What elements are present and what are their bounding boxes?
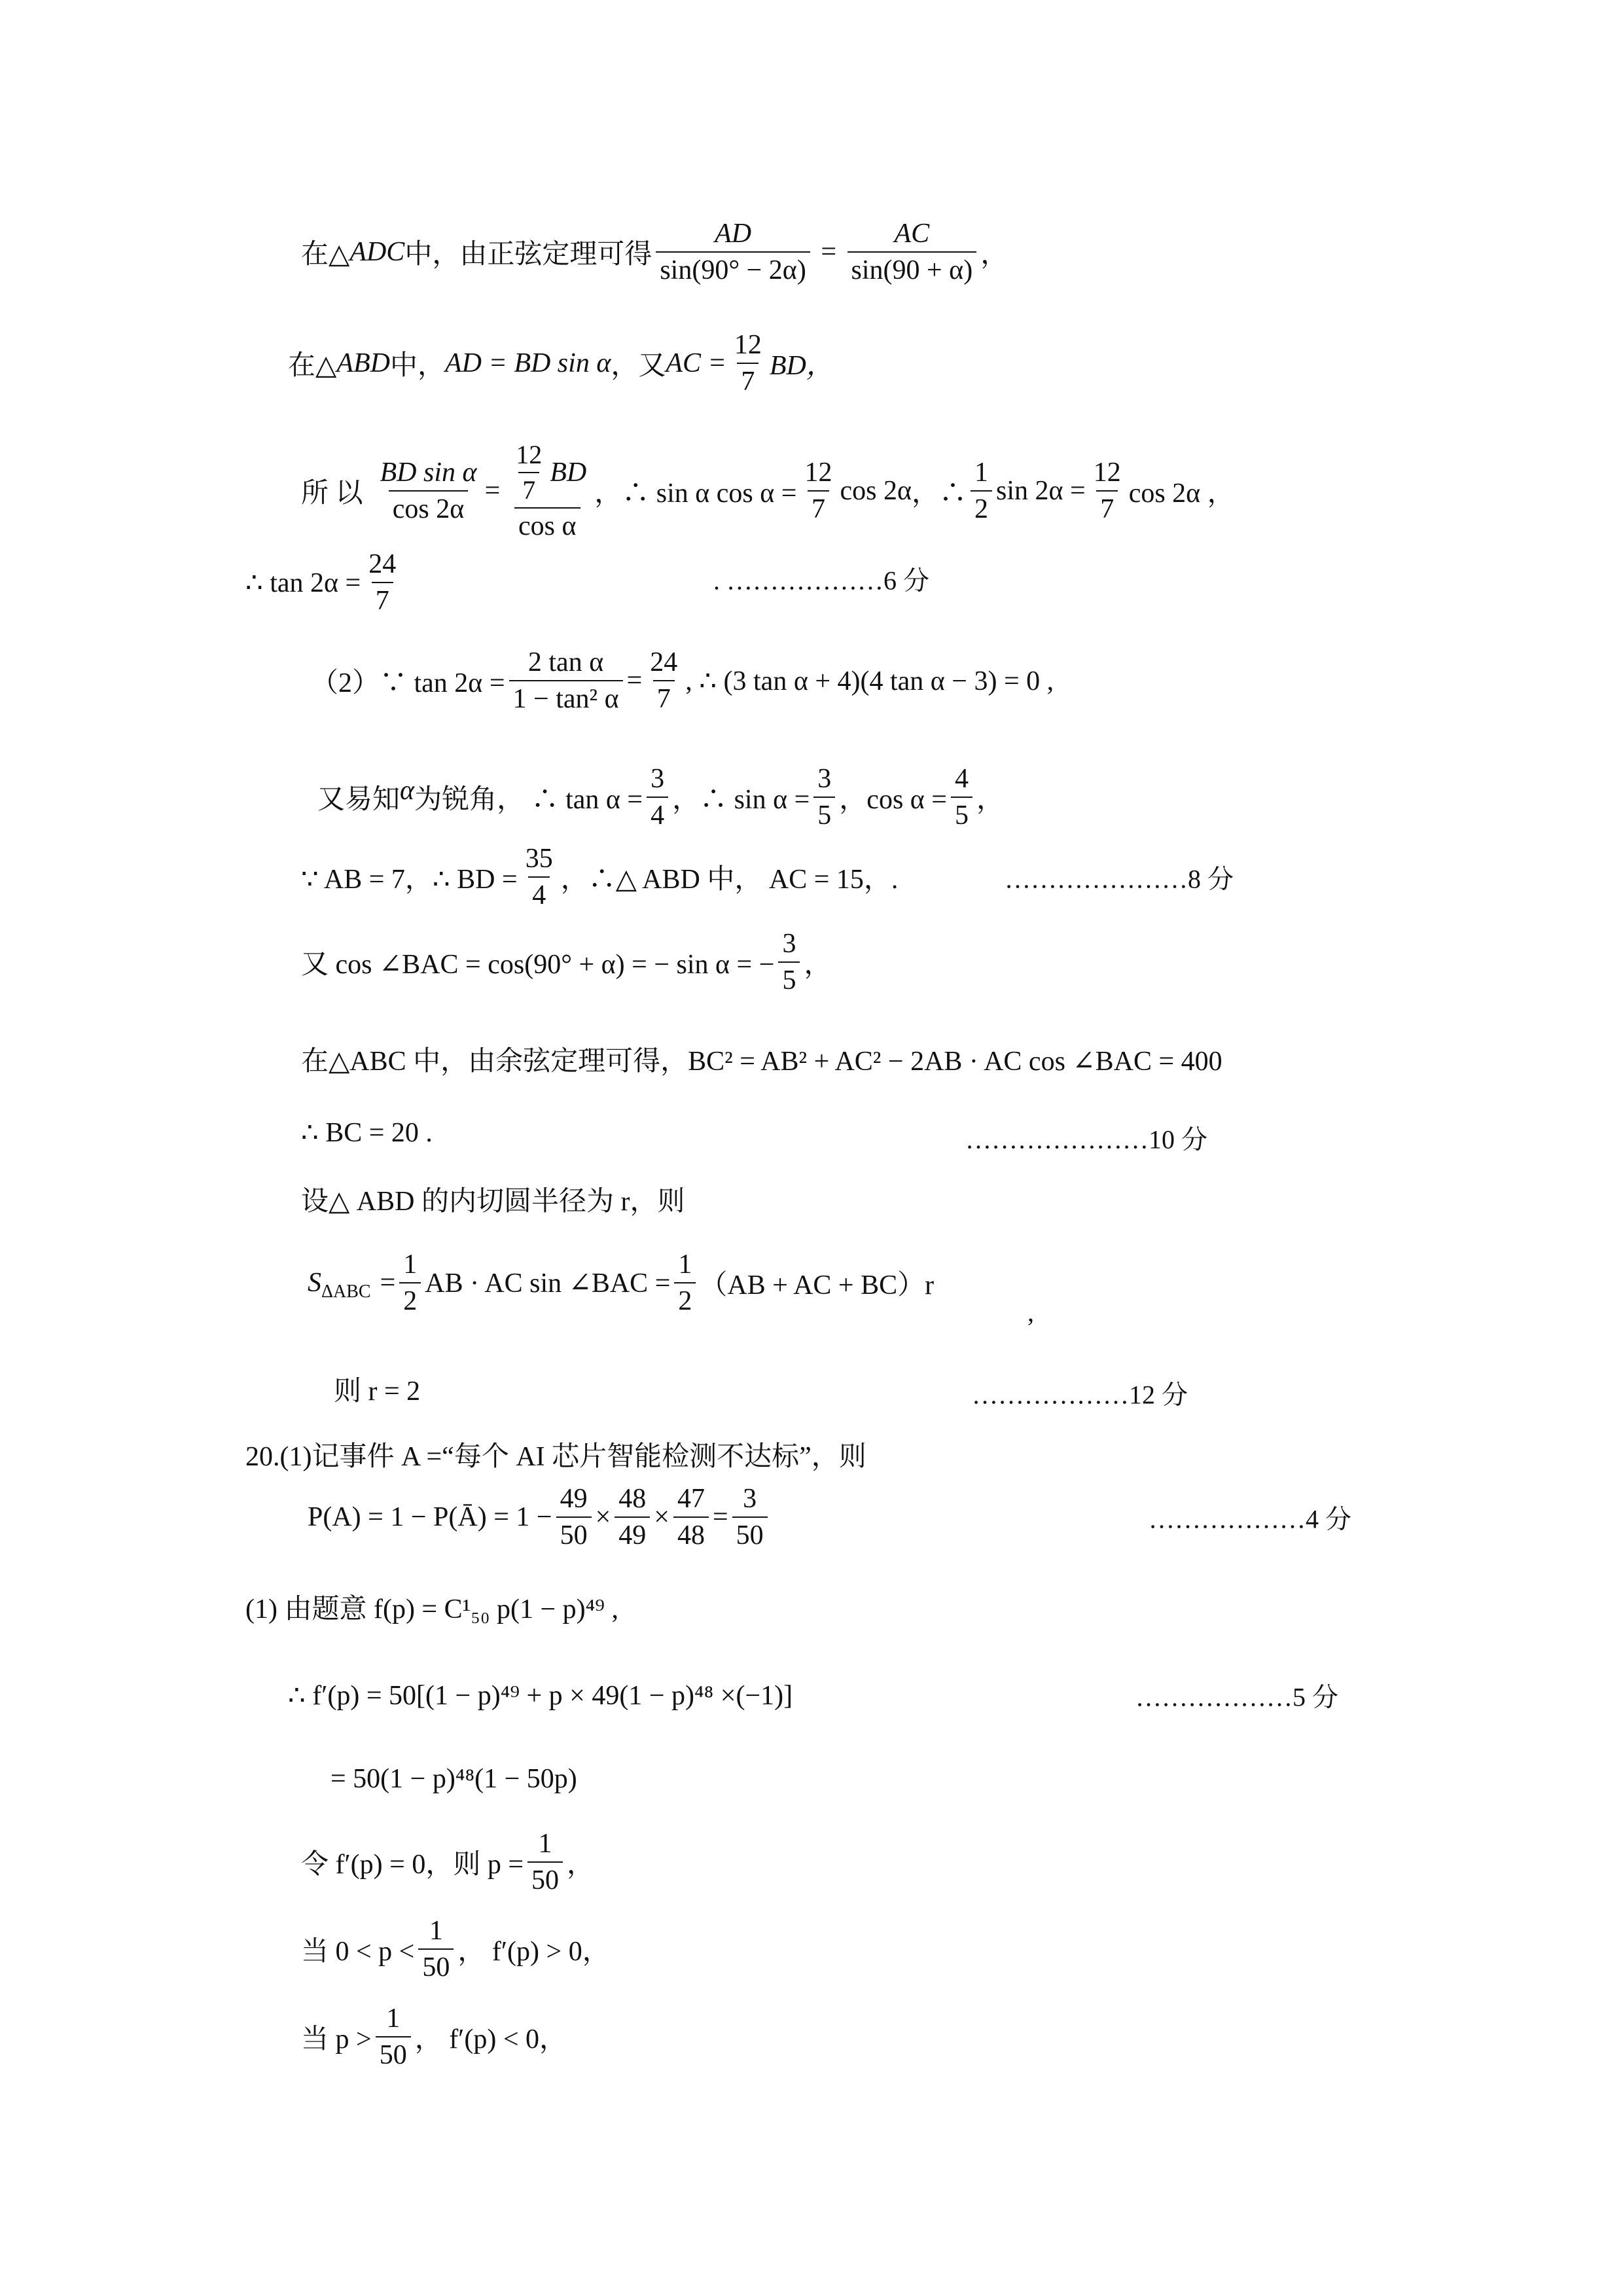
l20-end: ， f′(p) > 0， [457, 1937, 610, 1967]
l4-fn: 24 [368, 549, 397, 579]
score-6: . ………………6 分 [713, 565, 929, 596]
score-5: ………………5 分 [1135, 1682, 1338, 1712]
l2-fnum: 12 [734, 330, 762, 360]
l3-d2: cos α [514, 507, 580, 540]
l15-times-1: × [595, 1502, 611, 1532]
l12-fraction-2 [674, 1251, 696, 1315]
l2-text: 中， [389, 351, 445, 381]
l3-mid1: ，∴ sin α cos α = [594, 478, 797, 509]
l7-mid: ，∴△ ABD 中， AC = 15，. [560, 865, 899, 895]
l7-fn: 35 [525, 844, 553, 874]
l5-equals: = [626, 666, 643, 696]
l5-fn: 2 tan α [527, 647, 604, 677]
line-18 [330, 1763, 577, 1795]
l3-n1: BD sin α [380, 457, 477, 488]
l1-equals: = [813, 237, 844, 267]
l15-f1d: 50 [556, 1516, 592, 1549]
l14-text: 20.(1)记事件 A =“每个 AI 芯片智能检测不达标”，则 [245, 1442, 866, 1472]
line-15 [308, 1485, 772, 1549]
l8-fd: 5 [778, 961, 800, 994]
l13-text: 则 r = 2 [334, 1376, 421, 1407]
l21-text: 当 p > [301, 2024, 372, 2054]
l3-f5n: 12 [1093, 457, 1121, 488]
l1-fraction-1 [656, 220, 810, 284]
l21-fraction [376, 2005, 411, 2069]
l1-triangle: ADC [349, 237, 405, 267]
l18-text: = 50(1 − p)⁴⁸(1 − 50p) [330, 1764, 577, 1794]
score-4: ………………4 分 [1149, 1504, 1351, 1534]
l1-comma: ， [980, 240, 1008, 270]
l8-text: 又 cos ∠BAC = cos(90° + α) = − sin α = − [301, 950, 775, 980]
line-16 [245, 1587, 618, 1626]
l3-end: cos 2α ， [1128, 478, 1235, 509]
score-10: …………………10 分 [965, 1124, 1207, 1155]
l15-f2d: 49 [615, 1516, 650, 1549]
l19-fn: 1 [538, 1829, 552, 1859]
l2-bd: BD， [769, 351, 834, 381]
l2-fden: 7 [737, 363, 758, 395]
line-4 [245, 550, 404, 615]
l12-mid: AB · AC sin ∠BAC = [425, 1268, 671, 1299]
l20-fraction [418, 1917, 454, 1981]
line-9 [301, 1039, 1222, 1079]
l2-fraction [730, 331, 766, 395]
l6-fraction-1 [647, 765, 668, 829]
l6-f2d: 5 [813, 797, 835, 829]
line-17 [288, 1679, 793, 1712]
l15-f4n: 3 [743, 1484, 757, 1514]
l1-num2: AC [894, 219, 930, 249]
l7-text: ∵ AB = 7，∴ BD = [301, 865, 518, 895]
l6-f1d: 4 [647, 797, 668, 829]
l3-f4n: 1 [974, 457, 988, 488]
l6-text: 为锐角， ∴ tan α = [414, 785, 643, 815]
l1-prefix: 在△ [301, 240, 350, 270]
l12-f1n: 1 [403, 1249, 418, 1280]
l20-fd: 50 [418, 1948, 454, 1981]
l4-fd: 7 [372, 582, 393, 615]
line-2 [288, 331, 834, 395]
l11-text: 设△ ABD 的内切圆半径为 r，则 [301, 1187, 685, 1217]
l19-text: 令 f′(p) = 0，则 p = [301, 1850, 524, 1880]
l15-fraction-2 [615, 1485, 650, 1549]
l6-f3d: 5 [951, 797, 972, 829]
l15-text: P(A) = 1 − P(Ā) = 1 − [308, 1502, 552, 1532]
l8-end: ， [804, 950, 832, 980]
l15-times-2: × [654, 1502, 669, 1532]
l5-fraction-2 [646, 649, 681, 713]
l15-f4d: 50 [732, 1516, 768, 1549]
l6-alpha: α [400, 776, 415, 806]
l16-text: (1) 由题意 f(p) = C¹₅₀ p(1 − p)⁴⁹ , [245, 1594, 618, 1624]
l15-equals: = [712, 1502, 728, 1532]
l3-f3d: 7 [808, 490, 829, 523]
l12-equals: = [380, 1268, 396, 1298]
l19-end: ， [567, 1850, 595, 1880]
l21-fn: 1 [386, 2003, 401, 2034]
l6-end: ， [976, 785, 1004, 815]
l12-comma: , [1027, 1297, 1034, 1327]
l15-f2n: 48 [618, 1484, 647, 1514]
l5-prefix: （2）∵ tan 2α = [311, 668, 505, 698]
line-11 [301, 1179, 685, 1219]
l19-fraction [527, 1830, 563, 1894]
l8-fn: 3 [782, 929, 796, 959]
l2-ac: AC = [666, 348, 726, 378]
l21-end: ， f′(p) < 0， [414, 2024, 567, 2054]
line-19 [301, 1830, 594, 1894]
line-1 [301, 220, 1008, 284]
line-7 [301, 845, 898, 909]
l6-f1n: 3 [651, 764, 665, 794]
l5-f2n: 24 [650, 647, 678, 677]
l6-f3n: 4 [954, 764, 969, 794]
score-12: ………………12 分 [972, 1380, 1188, 1410]
l3-d1: cos 2α [389, 490, 469, 523]
l15-fraction-3 [673, 1485, 709, 1549]
l15-f3d: 48 [673, 1516, 709, 1549]
l6-mid2: ，cos α = [839, 785, 947, 815]
l2-mid: ，又 [611, 351, 666, 381]
l4-fraction [365, 550, 400, 615]
l7-fd: 4 [528, 876, 550, 909]
l5-end: , ∴ (3 tan α + 4)(4 tan α − 3) = 0 , [685, 666, 1054, 696]
l6-mid: ，∴ sin α = [672, 785, 810, 815]
l3-fraction-5 [1090, 459, 1125, 523]
l1-num1: AD [715, 219, 752, 249]
l12-fraction-1 [399, 1251, 421, 1315]
l5-f2d: 7 [653, 680, 675, 713]
l1-fraction-2 [847, 220, 977, 284]
l10-text: ∴ BC = 20 . [301, 1118, 433, 1148]
l6-f2n: 3 [817, 764, 832, 794]
line-10 [301, 1116, 433, 1149]
l3-f4d: 2 [971, 490, 992, 523]
l5-fd: 1 − tan² α [509, 680, 623, 713]
l3-f3n: 12 [804, 457, 832, 488]
l3-n2 [504, 442, 590, 507]
l2-equation: AD = BD sin α [444, 348, 611, 378]
l3-n2b: 7 [518, 472, 539, 503]
l3-n2-inner [512, 442, 546, 503]
l3-equals: = [484, 476, 501, 506]
l20-fn: 1 [429, 1916, 443, 1946]
l12-end: （AB + AC + BC）r [700, 1270, 935, 1300]
line-8 [301, 930, 831, 994]
l3-prefix: 所 以 [301, 478, 363, 509]
l5-fraction-1 [509, 649, 623, 713]
l6-prefix: 又易知 [317, 785, 401, 815]
l7-fraction [522, 845, 557, 909]
l3-cos: cos 2α [840, 476, 912, 506]
l19-fd: 50 [527, 1861, 563, 1894]
l3-f5d: 7 [1096, 490, 1118, 523]
l3-fraction-1 [376, 459, 481, 523]
l3-mid2: ，∴ [911, 478, 967, 509]
line-21 [301, 2005, 567, 2069]
l6-fraction-3 [951, 765, 972, 829]
l1-text: 中，由正弦定理可得 [404, 240, 652, 270]
l12-f2n: 1 [678, 1249, 692, 1280]
l3-n2a: 12 [516, 440, 543, 469]
line-12: S $_{\Delta ABC}$ = $\frac{1}{2}$ AB · AC sin ∠BAC = $\frac{1}{2}$ （AB + AC + BC）r [308, 1249, 935, 1316]
l2-prefix: 在△ [288, 351, 337, 381]
score-8: …………………8 分 [1005, 864, 1234, 894]
l15-fraction-1 [556, 1485, 592, 1549]
l15-f3n: 47 [677, 1484, 705, 1514]
l9-text: 在△ABC 中，由余弦定理可得，BC² = AB² + AC² − 2AB · AC cos ∠BAC = 400 [301, 1047, 1222, 1077]
l3-fraction-2 [504, 442, 590, 540]
l17-text: ∴ f′(p) = 50[(1 − p)⁴⁹ + p × 49(1 − p)⁴⁸ ×(−1)] [288, 1681, 793, 1711]
l4-text: ∴ tan 2α = [245, 568, 361, 598]
line-13 [334, 1369, 420, 1408]
l3-fraction-4 [971, 459, 992, 523]
l21-fd: 50 [376, 2036, 411, 2069]
l3-sin: sin 2α = [995, 476, 1086, 506]
line-5 [311, 649, 1054, 713]
l3-fraction-3 [800, 459, 836, 523]
l15-fraction-4 [732, 1485, 768, 1549]
l1-den2: sin(90 + α) [847, 251, 977, 284]
line-14 [245, 1435, 866, 1474]
l12-f1d: 2 [399, 1282, 421, 1315]
line-6 [317, 765, 1004, 829]
l1-den1: sin(90° − 2α) [656, 251, 810, 284]
line-3 [301, 442, 1235, 540]
l3-n2c: BD [550, 457, 587, 488]
l8-fraction [778, 930, 800, 994]
l20-text: 当 0 < p < [301, 1937, 415, 1967]
l2-triangle: ABD [336, 348, 390, 378]
l12-f2d: 2 [674, 1282, 696, 1315]
l6-fraction-2 [813, 765, 835, 829]
l15-f1n: 49 [560, 1484, 588, 1514]
l12-s: S [308, 1268, 321, 1298]
line-20 [301, 1917, 610, 1981]
